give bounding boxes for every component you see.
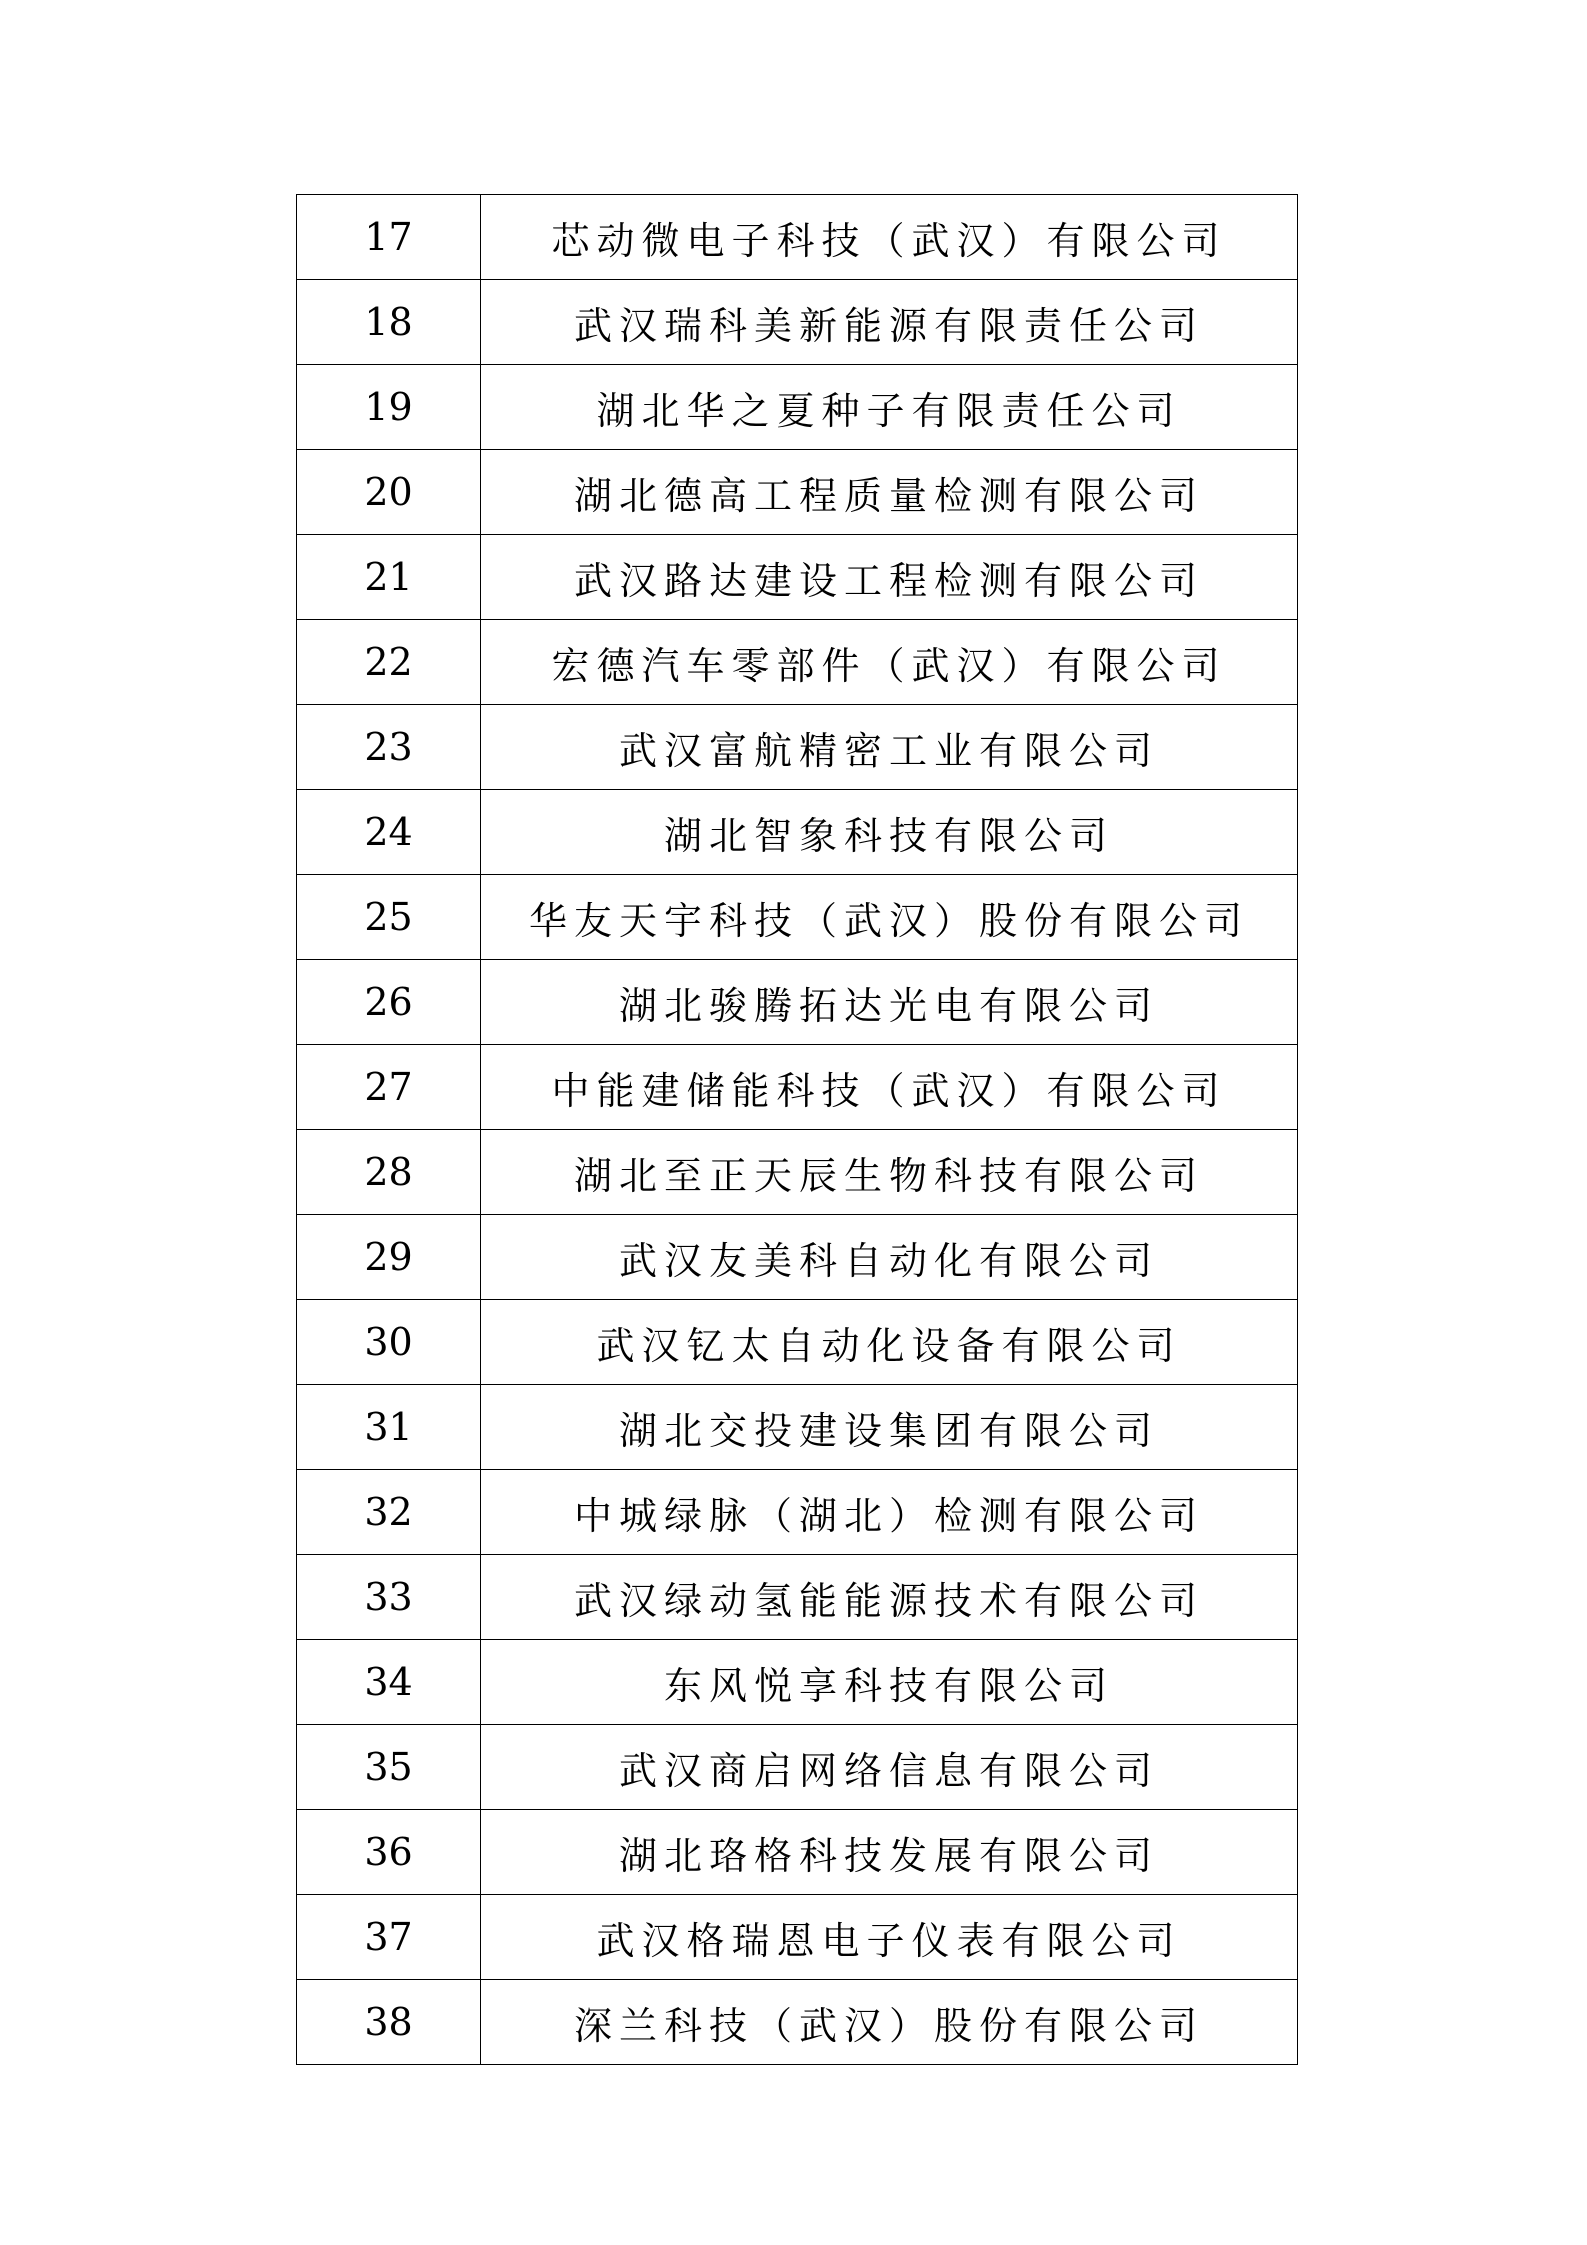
row-number-cell: 31 — [297, 1385, 481, 1470]
table-row — [297, 1640, 1298, 1725]
table-row — [297, 960, 1298, 1045]
row-number-cell: 18 — [297, 280, 481, 365]
row-number-cell: 27 — [297, 1045, 481, 1130]
company-name-cell: 武汉瑞科美新能源有限责任公司 — [481, 280, 1298, 365]
row-number-cell: 38 — [297, 1980, 481, 2065]
row-number-cell: 21 — [297, 535, 481, 620]
company-name-cell: 中能建储能科技（武汉）有限公司 — [481, 1045, 1298, 1130]
row-number-cell: 28 — [297, 1130, 481, 1215]
table-row — [297, 1130, 1298, 1215]
company-name-cell: 宏德汽车零部件（武汉）有限公司 — [481, 620, 1298, 705]
row-number-cell: 29 — [297, 1215, 481, 1300]
company-name-cell: 华友天宇科技（武汉）股份有限公司 — [481, 875, 1298, 960]
company-name-cell: 武汉商启网络信息有限公司 — [481, 1725, 1298, 1810]
company-name-cell: 武汉路达建设工程检测有限公司 — [481, 535, 1298, 620]
row-number-cell: 25 — [297, 875, 481, 960]
table-row — [297, 535, 1298, 620]
company-name-cell: 湖北珞格科技发展有限公司 — [481, 1810, 1298, 1895]
row-number-cell: 33 — [297, 1555, 481, 1640]
table-row — [297, 195, 1298, 280]
table-row — [297, 1810, 1298, 1895]
company-name-cell: 中城绿脉（湖北）检测有限公司 — [481, 1470, 1298, 1555]
company-name-cell: 深兰科技（武汉）股份有限公司 — [481, 1980, 1298, 2065]
table-row — [297, 875, 1298, 960]
row-number-cell: 37 — [297, 1895, 481, 1980]
row-number-cell: 36 — [297, 1810, 481, 1895]
company-name-cell: 武汉格瑞恩电子仪表有限公司 — [481, 1895, 1298, 1980]
table-row — [297, 1385, 1298, 1470]
company-name-cell: 武汉绿动氢能能源技术有限公司 — [481, 1555, 1298, 1640]
company-name-cell: 湖北至正天辰生物科技有限公司 — [481, 1130, 1298, 1215]
table-row — [297, 1555, 1298, 1640]
table-row — [297, 280, 1298, 365]
table-row — [297, 790, 1298, 875]
company-name-cell: 东风悦享科技有限公司 — [481, 1640, 1298, 1725]
row-number-cell: 32 — [297, 1470, 481, 1555]
company-name-cell: 武汉友美科自动化有限公司 — [481, 1215, 1298, 1300]
table-row — [297, 1045, 1298, 1130]
table-row — [297, 1980, 1298, 2065]
row-number-cell: 22 — [297, 620, 481, 705]
table-row — [297, 620, 1298, 705]
company-name-cell: 湖北智象科技有限公司 — [481, 790, 1298, 875]
row-number-cell: 17 — [297, 195, 481, 280]
company-name-cell: 湖北华之夏种子有限责任公司 — [481, 365, 1298, 450]
company-name-cell: 湖北骏腾拓达光电有限公司 — [481, 960, 1298, 1045]
table-body — [297, 195, 1298, 2065]
table-row — [297, 450, 1298, 535]
company-name-cell: 武汉富航精密工业有限公司 — [481, 705, 1298, 790]
row-number-cell: 19 — [297, 365, 481, 450]
table-row — [297, 705, 1298, 790]
company-name-cell: 湖北交投建设集团有限公司 — [481, 1385, 1298, 1470]
row-number-cell: 30 — [297, 1300, 481, 1385]
table-row — [297, 1470, 1298, 1555]
row-number-cell: 24 — [297, 790, 481, 875]
row-number-cell: 23 — [297, 705, 481, 790]
row-number-cell: 35 — [297, 1725, 481, 1810]
company-list-table — [296, 194, 1298, 2065]
row-number-cell: 26 — [297, 960, 481, 1045]
table-row — [297, 1215, 1298, 1300]
row-number-cell: 20 — [297, 450, 481, 535]
row-number-cell: 34 — [297, 1640, 481, 1725]
table-row — [297, 1300, 1298, 1385]
table-row — [297, 1895, 1298, 1980]
table-row — [297, 365, 1298, 450]
table-row — [297, 1725, 1298, 1810]
company-name-cell: 芯动微电子科技（武汉）有限公司 — [481, 195, 1298, 280]
company-name-cell: 湖北德高工程质量检测有限公司 — [481, 450, 1298, 535]
company-name-cell: 武汉钇太自动化设备有限公司 — [481, 1300, 1298, 1385]
